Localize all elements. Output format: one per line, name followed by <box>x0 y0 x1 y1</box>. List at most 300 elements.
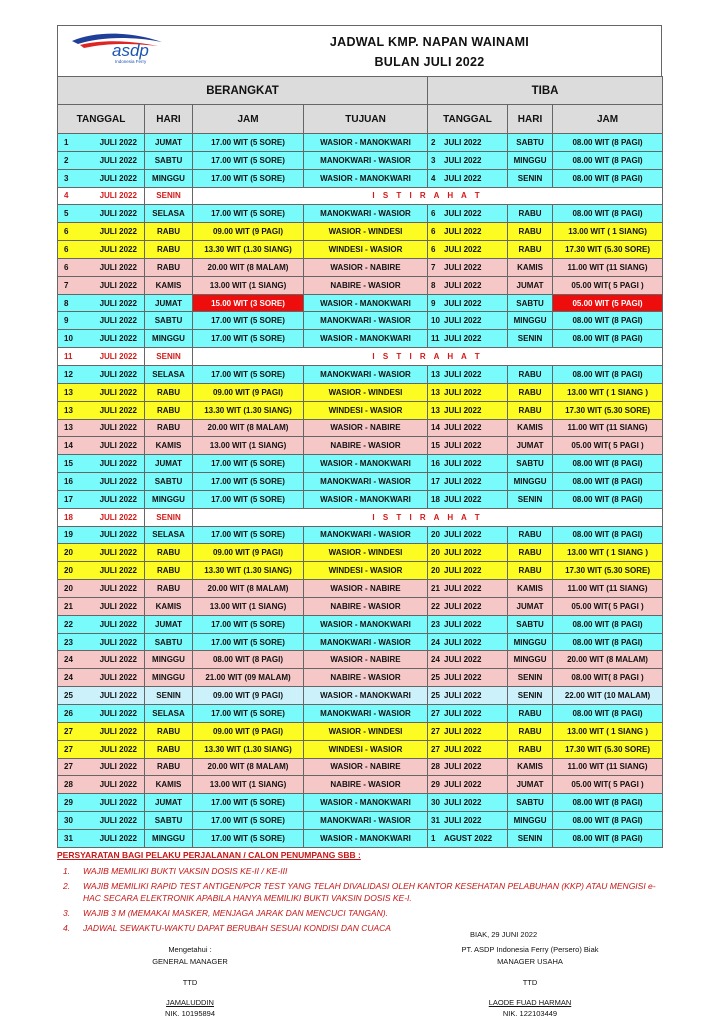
cell-arrival-time: 17.30 WIT (5.30 SORE) <box>553 562 663 580</box>
cell-arrival-day: SABTU <box>508 794 553 812</box>
cell-route: WINDESI - WASIOR <box>304 241 428 259</box>
arrival-day: 3 <box>431 155 436 165</box>
arrival-day: 13 <box>431 405 440 415</box>
cell-departure-time: 20.00 WIT (8 MALAM) <box>193 758 304 776</box>
arrival-month: JULI 2022 <box>444 726 482 736</box>
cell-departure-time: 17.00 WIT (5 SORE) <box>193 365 304 383</box>
cell-date-month: JULI 2022 <box>93 776 145 794</box>
cell-arrival-day: JUMAT <box>508 276 553 294</box>
cell-departure-time: 09.00 WIT (9 PAGI) <box>193 383 304 401</box>
cell-arrival-day: SABTU <box>508 615 553 633</box>
cell-date-day: 31 <box>58 829 93 847</box>
cell-date-day: 3 <box>58 169 93 187</box>
cell-day: SENIN <box>145 348 193 366</box>
table-row <box>58 794 663 812</box>
cell-route: WASIOR - MANOKWARI <box>304 294 428 312</box>
page-title: JADWAL KMP. NAPAN WAINAMI <box>329 35 530 49</box>
cell-route: WASIOR - WINDESI <box>304 544 428 562</box>
cell-arrival-time: 08.00 WIT (8 PAGI) <box>553 330 663 348</box>
cell-day: MINGGU <box>145 330 193 348</box>
arrival-month: JULI 2022 <box>444 173 482 183</box>
cell-arrival-date <box>428 562 508 580</box>
table-row <box>58 669 663 687</box>
arrival-day: 18 <box>431 494 440 504</box>
cell-departure-time: 17.00 WIT (5 SORE) <box>193 169 304 187</box>
cell-arrival-day: KAMIS <box>508 258 553 276</box>
table-row <box>58 722 663 740</box>
cell-date-day: 15 <box>58 455 93 473</box>
table-row <box>58 705 663 723</box>
cell-arrival-date <box>428 419 508 437</box>
cell-departure-time: 09.00 WIT (9 PAGI) <box>193 223 304 241</box>
cell-route: NABIRE - WASIOR <box>304 776 428 794</box>
cell-day: RABU <box>145 258 193 276</box>
cell-departure-time: 17.00 WIT (5 SORE) <box>193 330 304 348</box>
arrival-day: 13 <box>431 369 440 379</box>
arrival-month: JULI 2022 <box>444 298 482 308</box>
table-row <box>58 687 663 705</box>
cell-date-day: 17 <box>58 490 93 508</box>
cell-day: RABU <box>145 544 193 562</box>
cell-day: RABU <box>145 562 193 580</box>
arrival-day: 23 <box>431 619 440 629</box>
arrival-month: JULI 2022 <box>444 798 482 808</box>
cell-arrival-date <box>428 151 508 169</box>
arrival-month: JULI 2022 <box>444 744 482 754</box>
table-row <box>58 544 663 562</box>
cell-arrival-day: RABU <box>508 223 553 241</box>
cell-date-month: JULI 2022 <box>93 187 145 205</box>
cell-arrival-time: 13.00 WIT ( 1 SIANG ) <box>553 383 663 401</box>
cell-arrival-time: 08.00 WIT (8 PAGI) <box>553 455 663 473</box>
logo-brand: asdp <box>112 41 149 60</box>
table-row <box>58 151 663 169</box>
cell-day: RABU <box>145 722 193 740</box>
arrival-day: 25 <box>431 691 440 701</box>
right-company: PT. ASDP Indonesia Ferry (Persero) Biak <box>461 945 599 954</box>
cell-arrival-day: MINGGU <box>508 312 553 330</box>
cell-date-month: JULI 2022 <box>93 276 145 294</box>
cell-departure-time: 17.00 WIT (5 SORE) <box>193 490 304 508</box>
cell-day: KAMIS <box>145 276 193 294</box>
arrival-month: JULI 2022 <box>444 494 482 504</box>
cell-arrival-date <box>428 330 508 348</box>
cell-date-day: 12 <box>58 365 93 383</box>
cell-route: WASIOR - MANOKWARI <box>304 794 428 812</box>
cell-arrival-time: 08.00 WIT (8 PAGI) <box>553 490 663 508</box>
table-row <box>58 562 663 580</box>
cell-date-day: 16 <box>58 473 93 491</box>
cell-departure-time: 17.00 WIT (5 SORE) <box>193 615 304 633</box>
cell-arrival-day: JUMAT <box>508 597 553 615</box>
cell-date-day: 26 <box>58 705 93 723</box>
cell-route: MANOKWARI - WASIOR <box>304 633 428 651</box>
cell-arrival-time: 08.00 WIT( 8 PAGI ) <box>553 669 663 687</box>
cell-date-day: 24 <box>58 651 93 669</box>
col-tujuan: TUJUAN <box>304 105 428 134</box>
cell-date-day: 23 <box>58 633 93 651</box>
arrival-month: JULI 2022 <box>444 566 482 576</box>
cell-date-day: 7 <box>58 276 93 294</box>
cell-date-day: 5 <box>58 205 93 223</box>
cell-day: MINGGU <box>145 490 193 508</box>
cell-day: KAMIS <box>145 776 193 794</box>
cell-departure-time: 21.00 WIT (09 MALAM) <box>193 669 304 687</box>
cell-day: RABU <box>145 419 193 437</box>
cell-arrival-day: RABU <box>508 705 553 723</box>
cell-departure-time: 13.30 WIT (1.30 SIANG) <box>193 740 304 758</box>
arrival-day: 11 <box>431 334 440 344</box>
cell-route: WASIOR - MANOKWARI <box>304 490 428 508</box>
cell-departure-time: 13.30 WIT (1.30 SIANG) <box>193 401 304 419</box>
page-subtitle: BULAN JULI 2022 <box>374 55 485 69</box>
cell-date-month: JULI 2022 <box>93 794 145 812</box>
right-nik: NIK. 122103449 <box>502 1009 558 1018</box>
cell-date-month: JULI 2022 <box>93 740 145 758</box>
cell-date-month: JULI 2022 <box>93 722 145 740</box>
arrival-month: JULI 2022 <box>444 280 482 290</box>
cell-arrival-date <box>428 365 508 383</box>
cell-departure-time: 17.00 WIT (5 SORE) <box>193 526 304 544</box>
cell-departure-time: 20.00 WIT (8 MALAM) <box>193 419 304 437</box>
arrival-month: JULI 2022 <box>444 619 482 629</box>
col-jam: JAM <box>193 105 304 134</box>
cell-date-day: 20 <box>58 544 93 562</box>
cell-route: WASIOR - WINDESI <box>304 383 428 401</box>
cell-arrival-day: RABU <box>508 241 553 259</box>
cell-date-month: JULI 2022 <box>93 597 145 615</box>
note-item: 4. JADWAL SEWAKTU-WAKTU DAPAT BERUBAH SESUAI KONDISI DAN CUACA <box>63 923 391 933</box>
cell-arrival-day: SENIN <box>508 490 553 508</box>
cell-arrival-day: RABU <box>508 740 553 758</box>
cell-departure-time: 17.00 WIT (5 SORE) <box>193 134 304 152</box>
cell-arrival-time: 17.30 WIT (5.30 SORE) <box>553 401 663 419</box>
cell-route: MANOKWARI - WASIOR <box>304 205 428 223</box>
cell-departure-time: 13.30 WIT (1.30 SIANG) <box>193 241 304 259</box>
cell-arrival-date <box>428 134 508 152</box>
cell-arrival-date <box>428 526 508 544</box>
table-row <box>58 597 663 615</box>
col-tanggal: TANGGAL <box>58 105 145 134</box>
cell-day: KAMIS <box>145 597 193 615</box>
cell-departure-time: 20.00 WIT (8 MALAM) <box>193 258 304 276</box>
cell-arrival-time: 08.00 WIT (8 PAGI) <box>553 812 663 830</box>
section-tiba: TIBA <box>428 77 663 105</box>
note-item: 2. WAJIB MEMILIKI RAPID TEST ANTIGEN/PCR TEST YANG TELAH DIVALIDASI OLEH KANTOR KESEHATAN PELABUHAN (KKP) ATAU MENGISI e-HAC SECARA ELEKTRONIK APABILA HANYA MEMILIKI BUKTI VAKSIN DOSIS KE-I. <box>63 881 656 903</box>
cell-arrival-date <box>428 794 508 812</box>
arrival-month: JULI 2022 <box>444 227 482 237</box>
left-label: Mengetahui : <box>168 945 212 954</box>
table-row <box>58 205 663 223</box>
cell-departure-time: 13.00 WIT (1 SIANG) <box>193 776 304 794</box>
cell-arrival-time: 08.00 WIT (8 PAGI) <box>553 829 663 847</box>
arrival-day: 31 <box>431 815 440 825</box>
cell-day: SABTU <box>145 473 193 491</box>
table-row <box>58 633 663 651</box>
arrival-month: JULI 2022 <box>444 584 482 594</box>
table-row <box>58 383 663 401</box>
cell-date-month: JULI 2022 <box>93 473 145 491</box>
cell-day: MINGGU <box>145 169 193 187</box>
cell-route: WINDESI - WASIOR <box>304 740 428 758</box>
arrival-day: 16 <box>431 459 440 469</box>
arrival-month: JULI 2022 <box>444 244 482 254</box>
cell-route: MANOKWARI - WASIOR <box>304 812 428 830</box>
cell-arrival-date <box>428 740 508 758</box>
cell-date-day: 27 <box>58 758 93 776</box>
cell-day: SENIN <box>145 687 193 705</box>
cell-date-day: 19 <box>58 526 93 544</box>
cell-date-month: JULI 2022 <box>93 669 145 687</box>
cell-date-day: 1 <box>58 134 93 152</box>
cell-arrival-date <box>428 597 508 615</box>
cell-rest-label: I S T I R A H A T <box>193 348 663 366</box>
arrival-month: JULI 2022 <box>444 708 482 718</box>
cell-arrival-time: 05.00 WIT( 5 PAGI ) <box>553 597 663 615</box>
cell-route: NABIRE - WASIOR <box>304 276 428 294</box>
note-item: 1. WAJIB MEMILIKI BUKTI VAKSIN DOSIS KE-II / KE-III <box>63 866 288 876</box>
cell-day: RABU <box>145 223 193 241</box>
cell-day: JUMAT <box>145 294 193 312</box>
cell-arrival-time: 22.00 WIT (10 MALAM) <box>553 687 663 705</box>
arrival-month: JULI 2022 <box>444 673 482 683</box>
cell-arrival-time: 08.00 WIT (8 PAGI) <box>553 473 663 491</box>
table-row <box>58 473 663 491</box>
table-row <box>58 740 663 758</box>
cell-arrival-time: 17.30 WIT (5.30 SORE) <box>553 740 663 758</box>
cell-arrival-date <box>428 758 508 776</box>
cell-arrival-day: RABU <box>508 205 553 223</box>
table-row <box>58 490 663 508</box>
note-item: 3. WAJIB 3 M (MEMAKAI MASKER, MENJAGA JARAK DAN MENCUCI TANGAN). <box>63 908 388 918</box>
table-row <box>58 223 663 241</box>
cell-arrival-date <box>428 544 508 562</box>
cell-departure-time: 17.00 WIT (5 SORE) <box>193 794 304 812</box>
cell-route: MANOKWARI - WASIOR <box>304 526 428 544</box>
arrival-day: 17 <box>431 476 440 486</box>
cell-route: WINDESI - WASIOR <box>304 401 428 419</box>
cell-arrival-day: RABU <box>508 544 553 562</box>
cell-date-month: JULI 2022 <box>93 223 145 241</box>
cell-day: RABU <box>145 383 193 401</box>
table-row <box>58 812 663 830</box>
place-date: BIAK, 29 JUNI 2022 <box>470 930 538 939</box>
cell-arrival-date <box>428 615 508 633</box>
cell-day: JUMAT <box>145 455 193 473</box>
arrival-month: JULI 2022 <box>444 530 482 540</box>
cell-date-month: JULI 2022 <box>93 812 145 830</box>
cell-arrival-date <box>428 633 508 651</box>
arrival-day: 6 <box>431 227 436 237</box>
cell-date-month: JULI 2022 <box>93 383 145 401</box>
cell-date-day: 6 <box>58 241 93 259</box>
cell-day: RABU <box>145 401 193 419</box>
arrival-day: 27 <box>431 744 440 754</box>
cell-arrival-day: RABU <box>508 383 553 401</box>
cell-route: WASIOR - WINDESI <box>304 722 428 740</box>
table-row <box>58 330 663 348</box>
cell-route: NABIRE - WASIOR <box>304 597 428 615</box>
cell-date-month: JULI 2022 <box>93 169 145 187</box>
cell-date-month: JULI 2022 <box>93 205 145 223</box>
cell-date-month: JULI 2022 <box>93 241 145 259</box>
cell-day: SELASA <box>145 205 193 223</box>
cell-date-day: 27 <box>58 722 93 740</box>
arrival-day: 20 <box>431 548 440 558</box>
cell-date-month: JULI 2022 <box>93 580 145 598</box>
cell-arrival-date <box>428 722 508 740</box>
arrival-day: 27 <box>431 708 440 718</box>
cell-departure-time: 17.00 WIT (5 SORE) <box>193 312 304 330</box>
cell-arrival-date <box>428 169 508 187</box>
table-row <box>58 276 663 294</box>
cell-date-day: 11 <box>58 348 93 366</box>
section-berangkat: BERANGKAT <box>58 77 428 105</box>
asdp-logo <box>70 29 170 65</box>
cell-arrival-day: KAMIS <box>508 758 553 776</box>
cell-route: MANOKWARI - WASIOR <box>304 365 428 383</box>
cell-day: JUMAT <box>145 615 193 633</box>
arrival-day: 27 <box>431 726 440 736</box>
cell-arrival-date <box>428 401 508 419</box>
cell-date-day: 22 <box>58 615 93 633</box>
col-hari-tiba: HARI <box>508 105 553 134</box>
cell-arrival-day: JUMAT <box>508 776 553 794</box>
cell-date-day: 9 <box>58 312 93 330</box>
arrival-month: JULI 2022 <box>444 387 482 397</box>
cell-day: RABU <box>145 740 193 758</box>
cell-arrival-time: 11.00 WIT (11 SIANG) <box>553 258 663 276</box>
arrival-month: JULI 2022 <box>444 405 482 415</box>
col-tanggal-tiba: TANGGAL <box>428 105 508 134</box>
cell-arrival-time: 13.00 WIT ( 1 SIANG) <box>553 223 663 241</box>
cell-date-day: 18 <box>58 508 93 526</box>
arrival-day: 10 <box>431 316 440 326</box>
cell-date-month: JULI 2022 <box>93 348 145 366</box>
cell-arrival-time: 17.30 WIT (5.30 SORE) <box>553 241 663 259</box>
cell-arrival-time: 20.00 WIT (8 MALAM) <box>553 651 663 669</box>
cell-departure-time: 17.00 WIT (5 SORE) <box>193 829 304 847</box>
table-row <box>58 401 663 419</box>
cell-arrival-time: 13.00 WIT ( 1 SIANG ) <box>553 544 663 562</box>
cell-arrival-day: SENIN <box>508 687 553 705</box>
cell-arrival-date <box>428 812 508 830</box>
table-row <box>58 615 663 633</box>
arrival-month: JULI 2022 <box>444 423 482 433</box>
cell-date-day: 29 <box>58 794 93 812</box>
cell-route: WINDESI - WASIOR <box>304 562 428 580</box>
cell-date-month: JULI 2022 <box>93 544 145 562</box>
cell-date-day: 21 <box>58 597 93 615</box>
cell-arrival-time: 05.00 WIT( 5 PAGI ) <box>553 776 663 794</box>
cell-date-day: 28 <box>58 776 93 794</box>
arrival-month: JULI 2022 <box>444 155 482 165</box>
cell-route: MANOKWARI - WASIOR <box>304 473 428 491</box>
cell-date-day: 20 <box>58 562 93 580</box>
cell-arrival-day: RABU <box>508 562 553 580</box>
cell-date-month: JULI 2022 <box>93 633 145 651</box>
cell-route: WASIOR - MANOKWARI <box>304 330 428 348</box>
table-row <box>58 348 663 366</box>
cell-date-month: JULI 2022 <box>93 437 145 455</box>
cell-route: WASIOR - NABIRE <box>304 419 428 437</box>
arrival-day: 24 <box>431 637 440 647</box>
cell-rest-label: I S T I R A H A T <box>193 187 663 205</box>
cell-departure-time: 13.00 WIT (1 SIANG) <box>193 437 304 455</box>
cell-departure-time: 17.00 WIT (5 SORE) <box>193 455 304 473</box>
cell-departure-time: 17.00 WIT (5 SORE) <box>193 151 304 169</box>
document-header <box>57 25 662 76</box>
cell-arrival-date <box>428 258 508 276</box>
cell-arrival-date <box>428 669 508 687</box>
cell-day: SABTU <box>145 151 193 169</box>
cell-arrival-day: SENIN <box>508 330 553 348</box>
cell-date-month: JULI 2022 <box>93 312 145 330</box>
cell-arrival-date <box>428 223 508 241</box>
arrival-day: 22 <box>431 601 440 611</box>
cell-date-month: JULI 2022 <box>93 151 145 169</box>
arrival-month: JULI 2022 <box>444 459 482 469</box>
table-row <box>58 365 663 383</box>
arrival-day: 30 <box>431 798 440 808</box>
cell-date-month: JULI 2022 <box>93 526 145 544</box>
cell-arrival-day: MINGGU <box>508 812 553 830</box>
cell-arrival-date <box>428 205 508 223</box>
right-position: MANAGER USAHA <box>497 957 563 966</box>
cell-arrival-day: MINGGU <box>508 651 553 669</box>
cell-route: NABIRE - WASIOR <box>304 669 428 687</box>
cell-arrival-time: 08.00 WIT (8 PAGI) <box>553 633 663 651</box>
cell-departure-time: 17.00 WIT (5 SORE) <box>193 473 304 491</box>
table-row <box>58 169 663 187</box>
notes-heading: PERSYARATAN BAGI PELAKU PERJALANAN / CALON PENUMPANG SBB : <box>57 850 361 860</box>
arrival-month: JULI 2022 <box>444 262 482 272</box>
table-row <box>58 241 663 259</box>
cell-arrival-time: 08.00 WIT (8 PAGI) <box>553 365 663 383</box>
arrival-month: JULI 2022 <box>444 637 482 647</box>
cell-arrival-day: RABU <box>508 526 553 544</box>
cell-arrival-date <box>428 651 508 669</box>
table-row <box>58 776 663 794</box>
cell-departure-time: 17.00 WIT (5 SORE) <box>193 705 304 723</box>
cell-arrival-day: RABU <box>508 365 553 383</box>
cell-day: KAMIS <box>145 437 193 455</box>
cell-day: JUMAT <box>145 134 193 152</box>
cell-route: WASIOR - MANOKWARI <box>304 169 428 187</box>
cell-date-month: JULI 2022 <box>93 829 145 847</box>
cell-day: MINGGU <box>145 651 193 669</box>
cell-date-day: 25 <box>58 687 93 705</box>
arrival-day: 6 <box>431 209 436 219</box>
cell-date-day: 14 <box>58 437 93 455</box>
table-row <box>58 419 663 437</box>
table-row <box>58 758 663 776</box>
table-row <box>58 580 663 598</box>
cell-date-month: JULI 2022 <box>93 365 145 383</box>
arrival-month: JULI 2022 <box>444 316 482 326</box>
cell-route: WASIOR - MANOKWARI <box>304 829 428 847</box>
cell-arrival-time: 08.00 WIT (8 PAGI) <box>553 615 663 633</box>
cell-day: JUMAT <box>145 794 193 812</box>
arrival-day: 21 <box>431 584 440 594</box>
cell-arrival-date <box>428 294 508 312</box>
cell-arrival-day: SABTU <box>508 134 553 152</box>
cell-departure-time: 09.00 WIT (9 PAGI) <box>193 687 304 705</box>
cell-arrival-time: 08.00 WIT (8 PAGI) <box>553 151 663 169</box>
cell-date-day: 6 <box>58 258 93 276</box>
cell-arrival-day: RABU <box>508 722 553 740</box>
cell-arrival-date <box>428 241 508 259</box>
